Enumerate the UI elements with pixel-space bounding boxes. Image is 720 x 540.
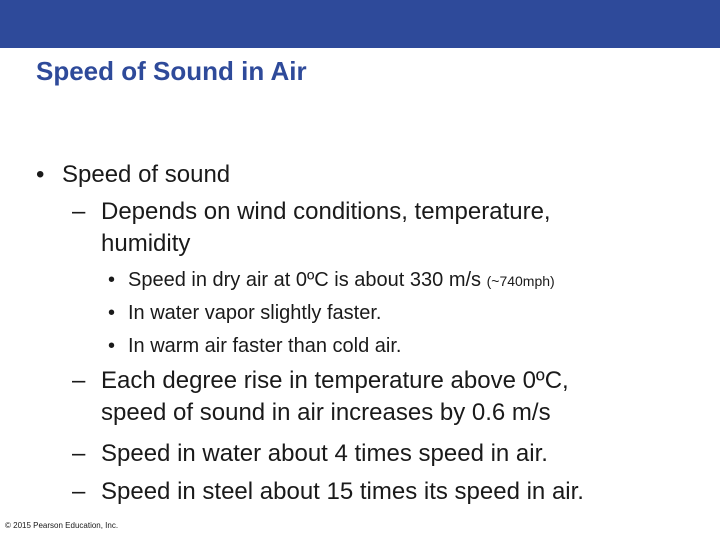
dash-text-continuation: speed of sound in air increases by 0.6 m/s (101, 399, 551, 426)
dash-marker: – (72, 367, 86, 394)
bullet-text: Speed of sound (62, 161, 231, 188)
sub-bullet-marker: • (108, 269, 116, 291)
sub-bullet-text: In water vapor slightly faster. (128, 302, 382, 324)
sub-bullet-marker: • (108, 335, 116, 357)
slide-title: Speed of Sound in Air (36, 56, 307, 86)
sub-bullet-text: In warm air faster than cold air. (128, 335, 402, 357)
bullet-marker: • (36, 161, 45, 188)
dash-text: Speed in steel about 15 times its speed in air. (101, 478, 584, 505)
dash-text: Each degree rise in temperature above 0ºC, (101, 367, 569, 394)
sub-bullet-note: (~740mph) (486, 273, 555, 289)
dash-text-continuation: humidity (101, 230, 191, 257)
dash-marker: – (72, 198, 86, 225)
dash-marker: – (72, 478, 86, 505)
sub-bullet-text: Speed in dry air at 0ºC is about 330 m/s (~740mph) (128, 269, 555, 291)
dash-text: Speed in water about 4 times speed in air. (101, 440, 548, 467)
dash-text: Depends on wind conditions, temperature, (101, 198, 551, 225)
copyright-footer: © 2015 Pearson Education, Inc. (5, 521, 119, 530)
sub-bullet-marker: • (108, 302, 116, 324)
dash-marker: – (72, 440, 86, 467)
